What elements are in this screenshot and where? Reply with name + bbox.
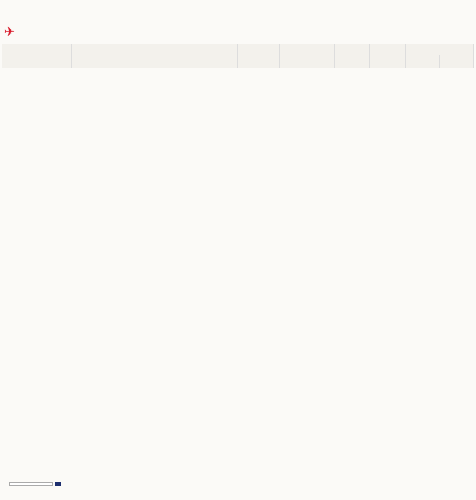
footer bbox=[3, 482, 473, 486]
header-before bbox=[406, 55, 440, 68]
header-cancel-group bbox=[406, 44, 474, 55]
header-adv-seat bbox=[335, 44, 370, 68]
header-type bbox=[2, 44, 72, 68]
search-input[interactable] bbox=[9, 482, 53, 486]
fare-table bbox=[2, 44, 474, 338]
header-discount bbox=[280, 44, 335, 68]
search-button[interactable] bbox=[55, 482, 61, 486]
header-web bbox=[370, 44, 406, 68]
header-desc bbox=[72, 44, 238, 68]
header-after bbox=[440, 55, 474, 68]
airplane-icon: ✈ bbox=[4, 24, 15, 40]
page-title bbox=[4, 22, 18, 42]
header-reservation bbox=[238, 44, 280, 68]
